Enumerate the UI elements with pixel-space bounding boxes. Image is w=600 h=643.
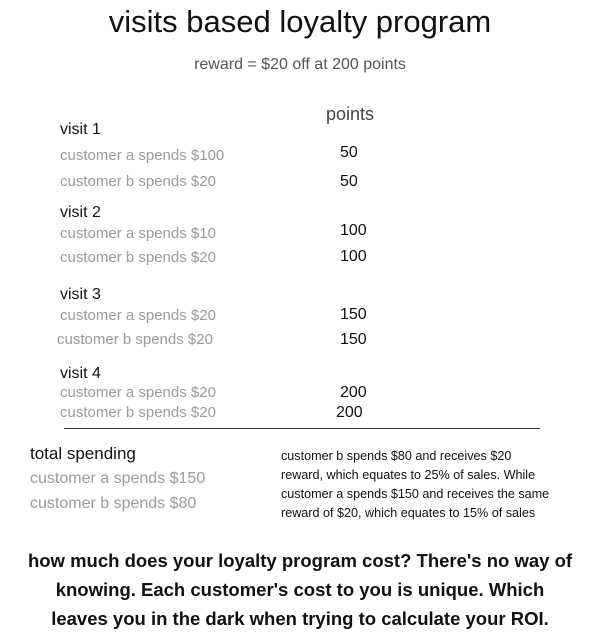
closing-line: knowing. Each customer's cost to you is unique. Which (55, 579, 545, 600)
visit-2-customer-a-points: 100 (340, 222, 367, 239)
comparison-note (281, 447, 581, 523)
visit-3-customer-a-text: customer a spends $20 (60, 307, 216, 324)
visit-4-customer-b-points: 200 (336, 404, 363, 421)
total-spending-title: total spending (30, 444, 136, 463)
closing-line: how much does your loyalty program cost? There's no way of (27, 550, 573, 571)
visit-2-customer-a-text: customer a spends $10 (60, 225, 216, 242)
page-subtitle: reward = $20 off at 200 points (194, 56, 406, 73)
visit-3-customer-b-text: customer b spends $20 (57, 331, 213, 348)
note-line: customer a spends $150 and receives the same (281, 487, 550, 501)
visit-1-customer-b-points: 50 (340, 173, 358, 190)
total-customer-b: customer b spends $80 (30, 495, 197, 512)
visit-2-customer-b-points: 100 (340, 248, 367, 265)
visit-4-customer-a-points: 200 (340, 384, 367, 401)
visit-1-customer-b-text: customer b spends $20 (60, 173, 216, 190)
visit-3-customer-a-points: 150 (340, 306, 367, 323)
closing-line: leaves you in the dark when trying to calculate your ROI. (51, 608, 549, 629)
visit-3-title: visit 3 (60, 286, 101, 303)
note-line: reward of $20, which equates to 15% of sales (281, 506, 536, 520)
page-title: visits based loyalty program (108, 4, 492, 39)
closing-statement (0, 546, 600, 633)
visit-3-customer-b-points: 150 (340, 331, 367, 348)
visit-4-customer-a-text: customer a spends $20 (60, 384, 216, 401)
visit-1-customer-a-points: 50 (340, 144, 358, 161)
points-column-header: points (326, 104, 375, 124)
total-customer-a: customer a spends $150 (30, 470, 206, 487)
visit-4-customer-b-text: customer b spends $20 (60, 404, 216, 421)
divider-line (64, 428, 540, 429)
visit-2-title: visit 2 (60, 204, 101, 221)
visit-1-customer-a-text: customer a spends $100 (60, 147, 225, 164)
visit-2-customer-b-text: customer b spends $20 (60, 249, 216, 266)
visit-4-title: visit 4 (60, 365, 101, 382)
note-line: reward, which equates to 25% of sales. While (281, 468, 536, 482)
visit-1-title: visit 1 (60, 121, 101, 138)
note-line: customer b spends $80 and receives $20 (281, 449, 512, 463)
